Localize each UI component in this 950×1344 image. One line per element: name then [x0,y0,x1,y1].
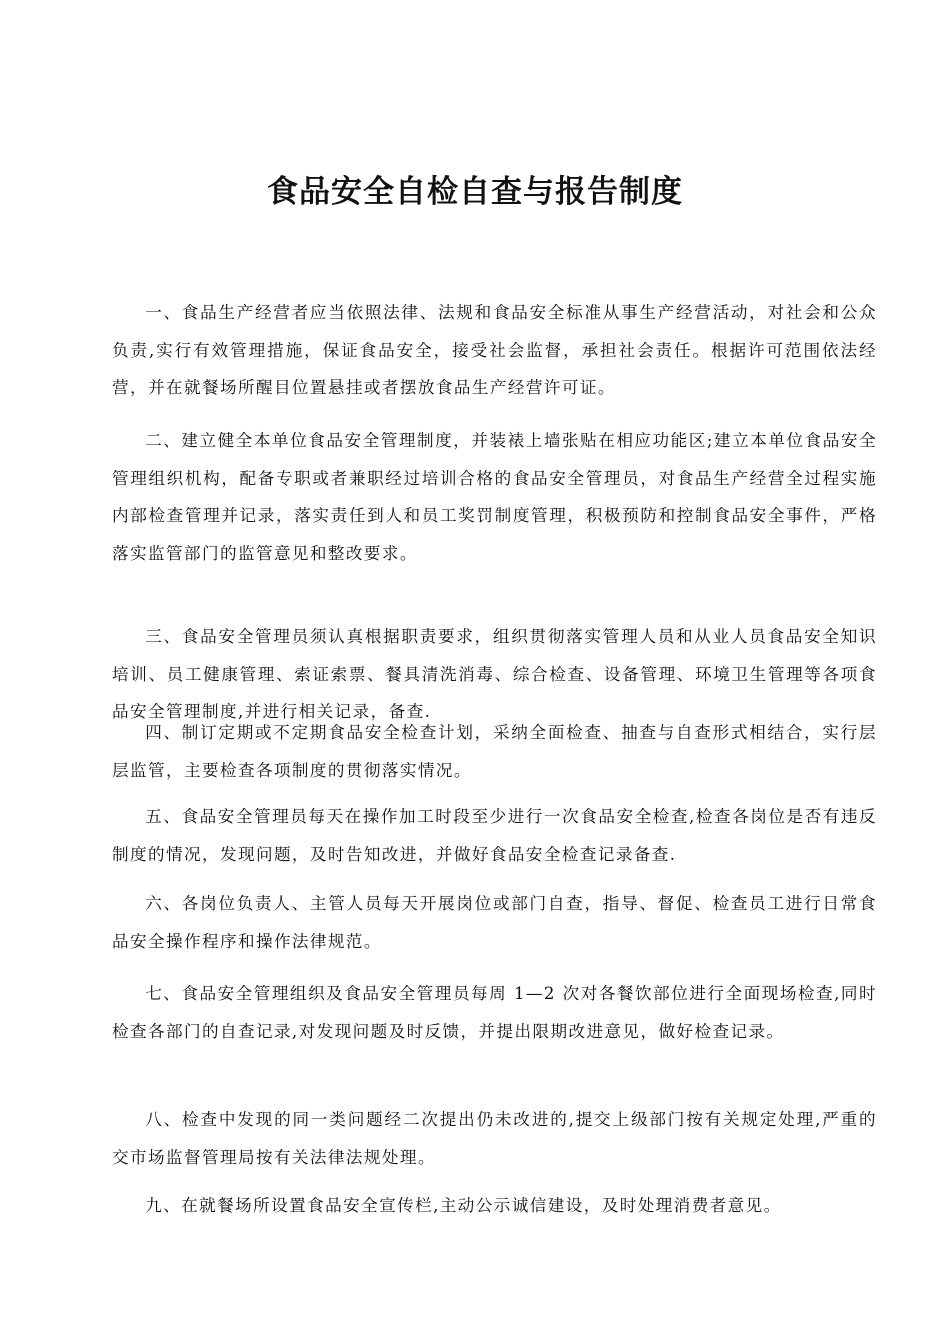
paragraph-8: 八、检查中发现的同一类问题经二次提出仍未改进的,提交上级部门按有关规定处理,严重的交市场监督管理局按有关法律法规处理。 [112,1110,877,1167]
paragraph-3: 三、食品安全管理员须认真根据职责要求，组织贯彻落实管理人员和从业人员食品安全知识培训、员工健康管理、索证索票、餐具清洗消毒、综合检查、设备管理、环境卫生管理等各项食品安全管理制度,并进行相关记录，备查. [112,627,877,721]
paragraph-2: 二、建立健全本单位食品安全管理制度，并装裱上墙张贴在相应功能区;建立本单位食品安全管理组织机构，配备专职或者兼职经过培训合格的食品安全管理员，对食品生产经营全过程实施内部检查管理并记录，落实责任到人和员工奖罚制度管理，积极预防和控制食品安全事件，严格落实监管部门的监管意见和整改要求。 [112,431,877,563]
paragraph-1: 一、食品生产经营者应当依照法律、法规和食品安全标准从事生产经营活动，对社会和公众负责,实行有效管理措施，保证食品安全，接受社会监督，承担社会责任。根据许可范围依法经营，并在就餐场所醒目位置悬挂或者摆放食品生产经营许可证。 [112,303,877,397]
paragraph-6: 六、各岗位负责人、主管人员每天开展岗位或部门自查，指导、督促、检查员工进行日常食品安全操作程序和操作法律规范。 [112,894,877,951]
document-title: 食品安全自检自查与报告制度 [267,174,683,210]
paragraph-5: 五、食品安全管理员每天在操作加工时段至少进行一次食品安全检查,检查各岗位是否有违反制度的情况，发现问题，及时告知改进，并做好食品安全检查记录备查. [112,807,877,864]
paragraph-7: 七、食品安全管理组织及食品安全管理员每周 1—2 次对各餐饮部位进行全面现场检查,同时检查各部门的自查记录,对发现问题及时反馈，并提出限期改进意见，做好检查记录。 [112,984,877,1041]
paragraph-4: 四、制订定期或不定期食品安全检查计划，采纳全面检查、抽查与自查形式相结合，实行层层监管，主要检查各项制度的贯彻落实情况。 [112,723,877,780]
paragraph-9: 九、在就餐场所设置食品安全宣传栏,主动公示诚信建设，及时处理消费者意见。 [145,1196,782,1215]
